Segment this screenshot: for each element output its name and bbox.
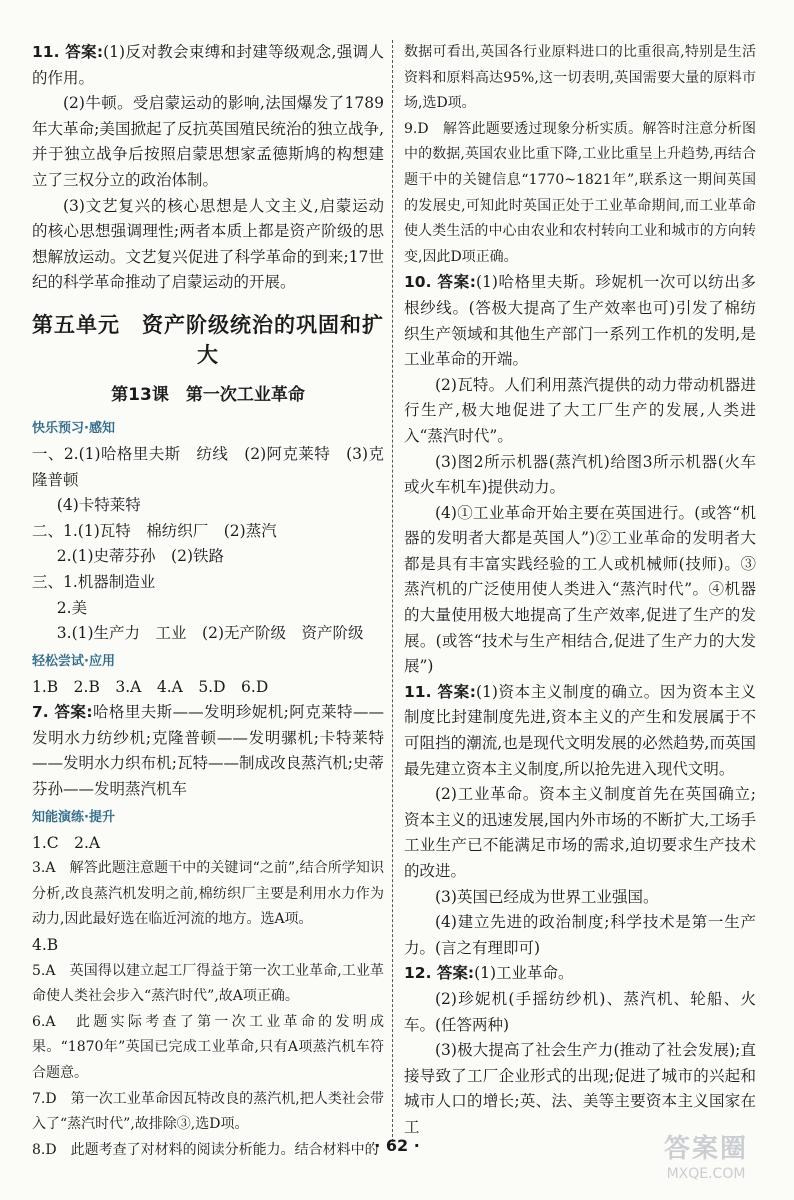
preview-line-5: 三、1.机器制造业 xyxy=(32,572,156,591)
try-answer-7: 7. 答案:哈格里夫斯——发明珍妮机;阿克莱特——发明水力纺纱机;克隆普顿——发明骡机;卡特莱特——发明水力织布机;瓦特——制成改良蒸汽机;史蒂芬孙——发明蒸汽机车 xyxy=(32,703,384,799)
answer-11b-part1: 11. 答案:(1)资本主义制度的确立。因为资本主义制度比封建制度先进,资本主义的产生和发展属于不可阻挡的潮流,也是现代文明发展的必然趋势,而英国最先建立资本主义制度,所以抢先进入现代文明。 xyxy=(404,682,756,778)
answer-11-part1: 11. 答案:(1)反对教会束缚和封建等级观念,强调人的作用。 xyxy=(32,43,384,87)
right-column xyxy=(404,40,756,1141)
preview-line-6: 2.美 xyxy=(56,598,88,617)
practice-6: 6.A 此题实际考查了第一次工业革命的发明成果。“1870年”英国已完成工业革命,只有A项蒸汽机车符合题意。 xyxy=(32,1013,384,1081)
practice-4: 4.B xyxy=(32,936,59,955)
answer-11b-part4: (4)建立先进的政治制度;科学技术是第一生产力。(言之有理即可) xyxy=(404,913,756,957)
practice-1-2: 1.C 2.A xyxy=(32,833,101,852)
preview-line-3: 二、1.(1)瓦特 棉纺织厂 (2)蒸汽 xyxy=(32,521,277,540)
practice-9: 9.D 解答此题要透过现象分析实质。解答时注意分析图中的数据,英国农业比重下降,工业比重呈上升趋势,再结合题干中的关键信息“1770~1821年”,联系这一期间英国的发展史,可知此时英国正处于工业革命期间,而工业革命使人类生活的中心由农业和农村转向工业和城市的方向转变,因此D项正确。 xyxy=(404,120,756,265)
answer-12-part2: (2)珍妮机(手摇纺纱机)、蒸汽机、轮船、火车。(任答两种) xyxy=(404,989,756,1034)
section-preview-heading: 快乐预习·感知 xyxy=(32,420,115,436)
answer-11b-part2: (2)工业革命。资本主义制度首先在英国确立;资本主义的迅速发展,国内外市场的不断扩大,工场手工业生产已不能满足市场的需求,迫切要求生产技术的改进。 xyxy=(404,785,756,880)
preview-line-4: 2.(1)史蒂芬孙 (2)铁路 xyxy=(56,547,224,566)
practice-8-continued: 数据可看出,英国各行业原料进口的比重很高,特别是生活资料和原料高达95%,这一切表明,英国需要大量的原料市场,选D项。 xyxy=(404,44,756,112)
answer-12-part3: (3)极大提高了社会生产力(推动了社会发展);直接导致了工厂企业形式的出现;促进了城市的兴起和城市人口的增长;英、法、美等主要资本主义国家在工 xyxy=(404,1041,756,1136)
section-practice-heading: 知能演练·提升 xyxy=(32,809,115,825)
page-number: · 62 · xyxy=(374,1136,420,1155)
preview-line-1: 一、2.(1)哈格里夫斯 纺线 (2)阿克莱特 (3)克隆普顿 xyxy=(32,444,384,489)
answer-12-part1: 12. 答案:(1)工业革命。 xyxy=(404,964,574,983)
section-try-heading: 轻松尝试·应用 xyxy=(32,653,115,669)
lesson-title: 第13课 第一次工业革命 xyxy=(111,384,305,405)
practice-3: 3.A 解答此题注意题干中的关键词“之前”,结合所学知识分析,改良蒸汽机发明之前,棉纺织厂主要是利用水力作为动力,因此最好选在临近河流的地方。选A项。 xyxy=(32,860,384,928)
watermark-url: MXQE.COM xyxy=(666,1166,746,1182)
watermark-text: 答案圈 xyxy=(663,1134,748,1164)
try-answers-1-6: 1.B 2.B 3.A 4.A 5.D 6.D xyxy=(32,677,269,696)
answer-11-part2: (2)牛顿。受启蒙运动的影响,法国爆发了1789年大革命;美国掀起了反抗英国殖民统治的独立战争,并于独立战争后按照启蒙思想家孟德斯鸠的构想建立了三权分立的政治体制。 xyxy=(32,94,384,189)
preview-line-2: (4)卡特莱特 xyxy=(56,496,141,515)
preview-line-7: 3.(1)生产力 工业 (2)无产阶级 资产阶级 xyxy=(56,624,364,643)
column-divider xyxy=(392,40,393,1142)
left-column xyxy=(32,40,384,1163)
answer-11b-part3: (3)英国已经成为世界工业强国。 xyxy=(435,887,659,906)
practice-7: 7.D 第一次工业革命因瓦特改良的蒸汽机,把人类社会带入了“蒸汽时代”,故排除③,选D项。 xyxy=(32,1090,384,1133)
answer-11-part3: (3)文艺复兴的核心思想是人文主义,启蒙运动的核心思想强调理性;两者本质上都是资产阶级的思想解放运动。文艺复兴促进了科学革命的到来;17世纪的科学革命推动了启蒙运动的开展。 xyxy=(32,196,384,292)
answer-10-part1: 10. 答案:(1)哈格里夫斯。珍妮机一次可以纺出多根纱线。(答极大提高了生产效率也可)引发了棉纺织生产领域和其他生产部门一系列工作机的发明,是工业革命的开端。 xyxy=(404,273,756,369)
practice-5: 5.A 英国得以建立起工厂得益于第一次工业革命,工业革命使人类社会步入“蒸汽时代”,故A项正确。 xyxy=(32,962,384,1005)
unit-title: 第五单元 资产阶级统治的巩固和扩大 xyxy=(32,312,384,367)
site-watermark-logo xyxy=(636,1134,776,1192)
answer-10-part3: (3)图2所示机器(蒸汽机)给图3所示机器(火车或火车机车)提供动力。 xyxy=(404,452,756,497)
practice-8: 8.D 此题考查了对材料的阅读分析能力。结合材料中的 xyxy=(32,1141,379,1158)
answer-10-part4: (4)①工业革命开始主要在英国进行。(或答“机器的发明者大都是英国人”)②工业革命的发明者大都是具有丰富实践经验的工人或机械师(技师)。③蒸汽机的广泛使用使人类进入“蒸汽时代”。④机器的大量使用极大地提高了生产效率,促进了生产的发展。(或答“技术与生产相结合,促进了生产力的大发展”) xyxy=(404,503,756,676)
answer-10-part2: (2)瓦特。人们利用蒸汽提供的动力带动机器进行生产,极大地促进了大工厂生产的发展,人类进入“蒸汽时代”。 xyxy=(404,375,756,445)
